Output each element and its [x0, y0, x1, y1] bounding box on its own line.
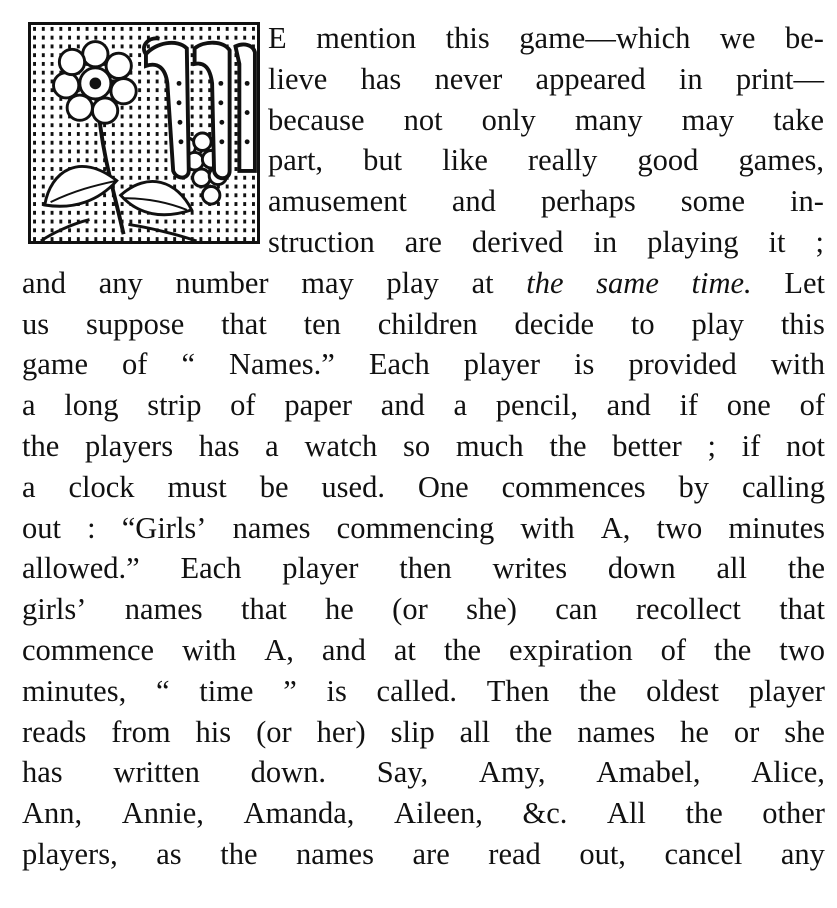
text-line [22, 671, 825, 711]
text-word: A, [600, 510, 631, 545]
text-word: so [402, 429, 431, 463]
text-word: two [779, 633, 825, 667]
text-word: the [787, 551, 825, 586]
text-word: A, [264, 633, 294, 667]
text-line [22, 834, 825, 874]
text-word: has [198, 429, 240, 463]
text-word: or [733, 714, 760, 749]
text-word: names [296, 837, 374, 871]
text-word: this [780, 306, 825, 341]
text-word: one [726, 388, 771, 423]
text-word: E [268, 21, 287, 55]
text-word: some [680, 184, 746, 219]
text-word: “ [155, 673, 170, 708]
text-word: out [22, 510, 61, 545]
drop-cap-w-flower-icon [31, 25, 257, 241]
text-word: much [455, 429, 524, 463]
text-word: and [606, 388, 651, 423]
text-word: ; [815, 225, 824, 259]
text-line [22, 589, 825, 629]
text-word: recollect [635, 592, 741, 627]
text-word: minutes, [22, 673, 127, 708]
text-word: he [325, 592, 354, 627]
text-word: of [660, 633, 687, 667]
text-word: children [377, 306, 478, 341]
text-word: One [417, 469, 469, 504]
text-word: play [386, 265, 439, 300]
text-word: girls’ [22, 592, 87, 627]
text-word: provided [628, 347, 737, 382]
text-word: may [301, 265, 354, 300]
text-word: “ [181, 347, 195, 382]
text-line [22, 304, 825, 344]
text-word: games, [738, 143, 824, 178]
text-word: the [685, 796, 723, 831]
text-word: of [122, 347, 148, 382]
text-word: Let [784, 265, 825, 300]
text-word: she [784, 714, 825, 749]
text-word: us [22, 306, 50, 341]
text-word: mention [316, 21, 417, 55]
text-word: out, [579, 837, 626, 871]
text-word: commence [22, 633, 155, 667]
text-word: Aileen, [393, 796, 483, 831]
text-word: game—which [519, 21, 691, 55]
text-word: in [593, 225, 618, 259]
text-line [22, 508, 825, 548]
text-word: ten [303, 306, 341, 341]
text-word: a [453, 388, 468, 423]
text-word: take [773, 102, 824, 137]
text-word: players [84, 429, 174, 463]
text-word: playing [647, 225, 739, 259]
text-word: players, [22, 837, 118, 871]
text-word: pencil, [495, 388, 578, 423]
text-word: down [607, 551, 676, 586]
text-line [22, 793, 825, 833]
text-word: and [321, 633, 366, 667]
text-word: Ann, [22, 796, 83, 831]
text-word: allowed.” [22, 551, 140, 586]
text-word: All [606, 796, 646, 831]
text-word: appeared [535, 61, 646, 96]
text-word: called. [376, 673, 457, 708]
text-word: are [404, 225, 442, 259]
text-word: to [630, 306, 655, 341]
text-word: part, [268, 143, 324, 178]
text-line [268, 181, 824, 221]
text-word: that [779, 592, 825, 627]
text-word: lieve [268, 61, 328, 96]
text-word: slip [390, 714, 435, 749]
text-word: commences [501, 469, 646, 504]
text-word: reads [22, 714, 87, 749]
text-word: and [380, 388, 425, 423]
text-word: at [471, 265, 494, 300]
text-word: with [182, 633, 237, 667]
text-word: amusement [268, 184, 407, 219]
text-word: derived [471, 225, 564, 259]
text-word: &c. [522, 796, 568, 831]
text-word: many [574, 102, 643, 137]
text-word: only [481, 102, 536, 137]
text-word: be- [785, 21, 824, 55]
text-word: ; [707, 429, 716, 463]
text-word: Amanda, [243, 796, 355, 831]
text-word: a [265, 429, 279, 463]
text-word: player [282, 551, 359, 586]
text-word: : [87, 510, 96, 545]
text-word: then [399, 551, 452, 586]
text-word: the [579, 673, 617, 708]
text-word: any [98, 265, 143, 300]
text-word: long [64, 388, 119, 423]
text-word: calling [741, 469, 825, 504]
text-word: not [403, 102, 443, 137]
text-word: (or [256, 714, 292, 749]
text-line [268, 59, 824, 99]
text-word: this [445, 21, 490, 55]
text-word: the [22, 429, 60, 463]
text-word: if [741, 429, 761, 463]
text-word: written [113, 755, 200, 790]
text-word: that [221, 306, 267, 341]
text-word: struction [268, 225, 375, 259]
text-word: her) [316, 714, 366, 749]
text-word: his [195, 714, 232, 749]
text-line [22, 548, 825, 588]
text-word: expiration [509, 633, 633, 667]
text-word: suppose [85, 306, 185, 341]
text-word: time. [691, 265, 752, 300]
text-word: in- [790, 184, 824, 219]
text-word: read [488, 837, 541, 871]
text-word: Amy, [478, 755, 546, 790]
text-word: the [515, 714, 553, 749]
text-line [268, 18, 824, 58]
text-word: the [443, 633, 482, 667]
text-word: (or [392, 592, 428, 627]
text-word: Each [180, 551, 242, 586]
text-word: with [520, 510, 575, 545]
text-word: Say, [376, 755, 429, 790]
text-line [22, 385, 825, 425]
text-line [268, 100, 824, 140]
text-word: at [393, 633, 416, 667]
text-word: number [175, 265, 269, 300]
text-line [22, 752, 825, 792]
text-word: may [681, 102, 735, 137]
text-word: are [412, 837, 450, 871]
text-word: names [577, 714, 656, 749]
text-line [268, 140, 824, 180]
text-word: but [363, 143, 403, 178]
text-word: all [459, 714, 491, 749]
text-word: better [612, 429, 682, 463]
text-word: because [268, 102, 365, 137]
text-line [22, 630, 825, 670]
text-word: Each [368, 347, 430, 382]
text-word: can [555, 592, 598, 627]
text-word: “Girls’ [121, 510, 207, 545]
text-word: oldest [646, 673, 719, 708]
text-word: is [573, 347, 595, 382]
text-word: must [167, 469, 227, 504]
text-word: time [199, 673, 254, 708]
text-word: down. [250, 755, 326, 790]
text-word: Names.” [228, 347, 335, 382]
text-word: Then [486, 673, 550, 708]
text-word: a [22, 469, 36, 504]
text-word: Alice, [751, 755, 825, 790]
text-word: from [111, 714, 171, 749]
text-word: other [762, 796, 825, 831]
text-word: Annie, [121, 796, 204, 831]
text-word: watch [304, 429, 378, 463]
text-word: commencing [336, 510, 495, 545]
text-word: a [22, 388, 36, 423]
drop-cap-illustration [28, 22, 260, 244]
text-line [22, 467, 825, 507]
text-line [22, 426, 825, 466]
text-line [268, 222, 824, 262]
text-word: the [526, 265, 564, 300]
text-word: it [768, 225, 786, 259]
text-word: we [719, 21, 756, 55]
text-word: the [714, 633, 752, 667]
text-word: and [22, 265, 67, 300]
text-line [22, 263, 825, 303]
text-word: same [596, 265, 659, 300]
text-word: be [259, 469, 289, 504]
text-word: has [360, 61, 402, 96]
text-word: by [678, 469, 710, 504]
text-word: any [780, 837, 825, 871]
text-word: the [220, 837, 258, 871]
text-word: she) [466, 592, 517, 627]
text-word: minutes [728, 510, 825, 545]
text-word: never [434, 61, 503, 96]
text-line [22, 344, 825, 384]
text-word: two [656, 510, 703, 545]
text-word: that [240, 592, 287, 627]
text-word: clock [68, 469, 135, 504]
text-word: if [679, 388, 699, 423]
text-word: writes [492, 551, 568, 586]
text-word: as [156, 837, 182, 871]
text-word: Amabel, [596, 755, 701, 790]
text-word: in [678, 61, 703, 96]
text-word: he [680, 714, 709, 749]
text-word: the [549, 429, 587, 463]
text-word: perhaps [540, 184, 636, 219]
text-word: strip [147, 388, 202, 423]
text-line [22, 712, 825, 752]
text-word: player [463, 347, 540, 382]
text-word: cancel [664, 837, 743, 871]
text-word: print— [735, 61, 824, 96]
text-word: not [786, 429, 825, 463]
text-word: used. [321, 469, 385, 504]
text-word: play [691, 306, 744, 341]
text-word: paper [284, 388, 353, 423]
text-word: decide [514, 306, 595, 341]
text-word: has [22, 755, 63, 790]
text-word: and [451, 184, 496, 219]
text-word: player [748, 673, 825, 708]
text-word: names [232, 510, 311, 545]
text-word: of [799, 388, 825, 423]
text-word: really [527, 143, 598, 178]
text-word: all [716, 551, 747, 586]
text-word: with [770, 347, 825, 382]
text-word: ” [283, 673, 297, 708]
text-word: of [230, 388, 256, 423]
text-word: good [637, 143, 699, 178]
text-word: game [22, 347, 89, 382]
text-word: is [326, 673, 347, 708]
text-word: like [442, 143, 488, 178]
text-word: names [124, 592, 203, 627]
